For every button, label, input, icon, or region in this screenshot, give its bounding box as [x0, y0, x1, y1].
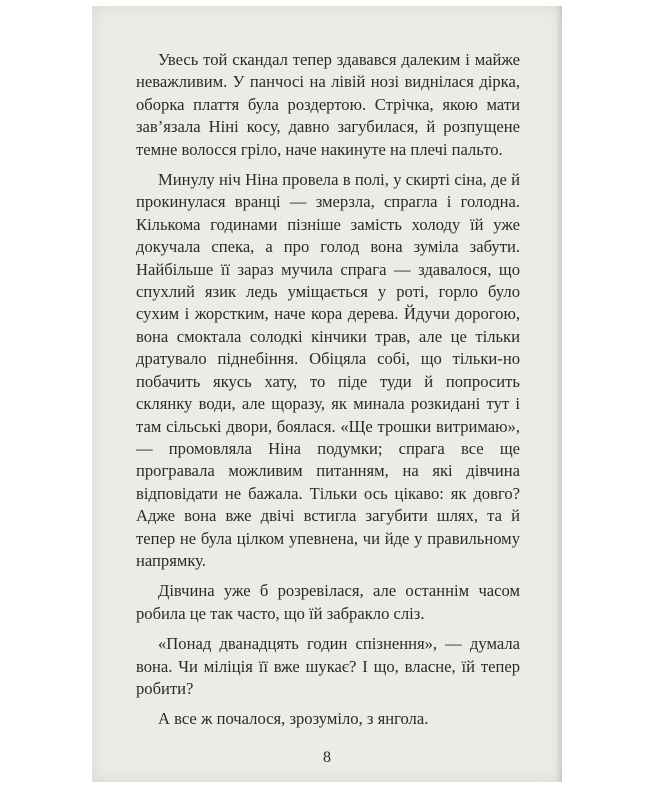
paragraph: Увесь той скандал тепер здавався далеким і майже неважливим. У панчосі на лівій нозі виднілася дірка, оборка плаття була роздертою. Стрічка, якою мати зав’язала Ніні косу, давно загубилася, й розпущене темне волосся гріло, наче накинуте на плечі пальто.: [136, 50, 520, 159]
paragraph: «Понад дванадцять годин спізнення», — думала вона. Чи міліція її вже шукає? І що, власне, їй тепер робити?: [136, 634, 520, 698]
body-text: [136, 49, 520, 731]
paragraph: А все ж почалося, зрозуміло, з янгола.: [158, 709, 429, 729]
book-page: [92, 6, 562, 782]
page-edge-shadow: [556, 6, 562, 782]
paragraph: Минулу ніч Ніна провела в полі, у скирті сіна, де й прокинулася вранці — змерзла, спрагла і голодна. Кількома годинами пізніше замість холоду їй уже докучала спека, а про голод вона зуміла забути. Найбільше її зараз мучила спрага — здавалося, що спухлий язик ледь уміщається у роті, горло було сухим і жорстким, наче кора дерева. Йдучи дорогою, вона смоктала солодкі кінчики трав, але це тільки дратувало піднебіння. Обіцяла собі, що тільки-но побачить якусь хату, то піде туди й попросить склянку води, але щоразу, як минала розкидані тут і там сільські двори, боялася. «Ще трошки витримаю», — промовляла Ніна подумки; спрага все ще програвала можливим питанням, на які дівчина відповідати не бажала. Тільки ось цікаво: як довго? Адже вона вже двічі встигла загубити шлях, та й тепер не була цілком упевнена, чи йде у правильному напрямку.: [136, 170, 520, 570]
paragraph: Дівчина уже б розревілася, але останнім часом робила це так часто, що їй забракло сліз.: [136, 581, 520, 623]
page-number: 8: [323, 749, 331, 766]
